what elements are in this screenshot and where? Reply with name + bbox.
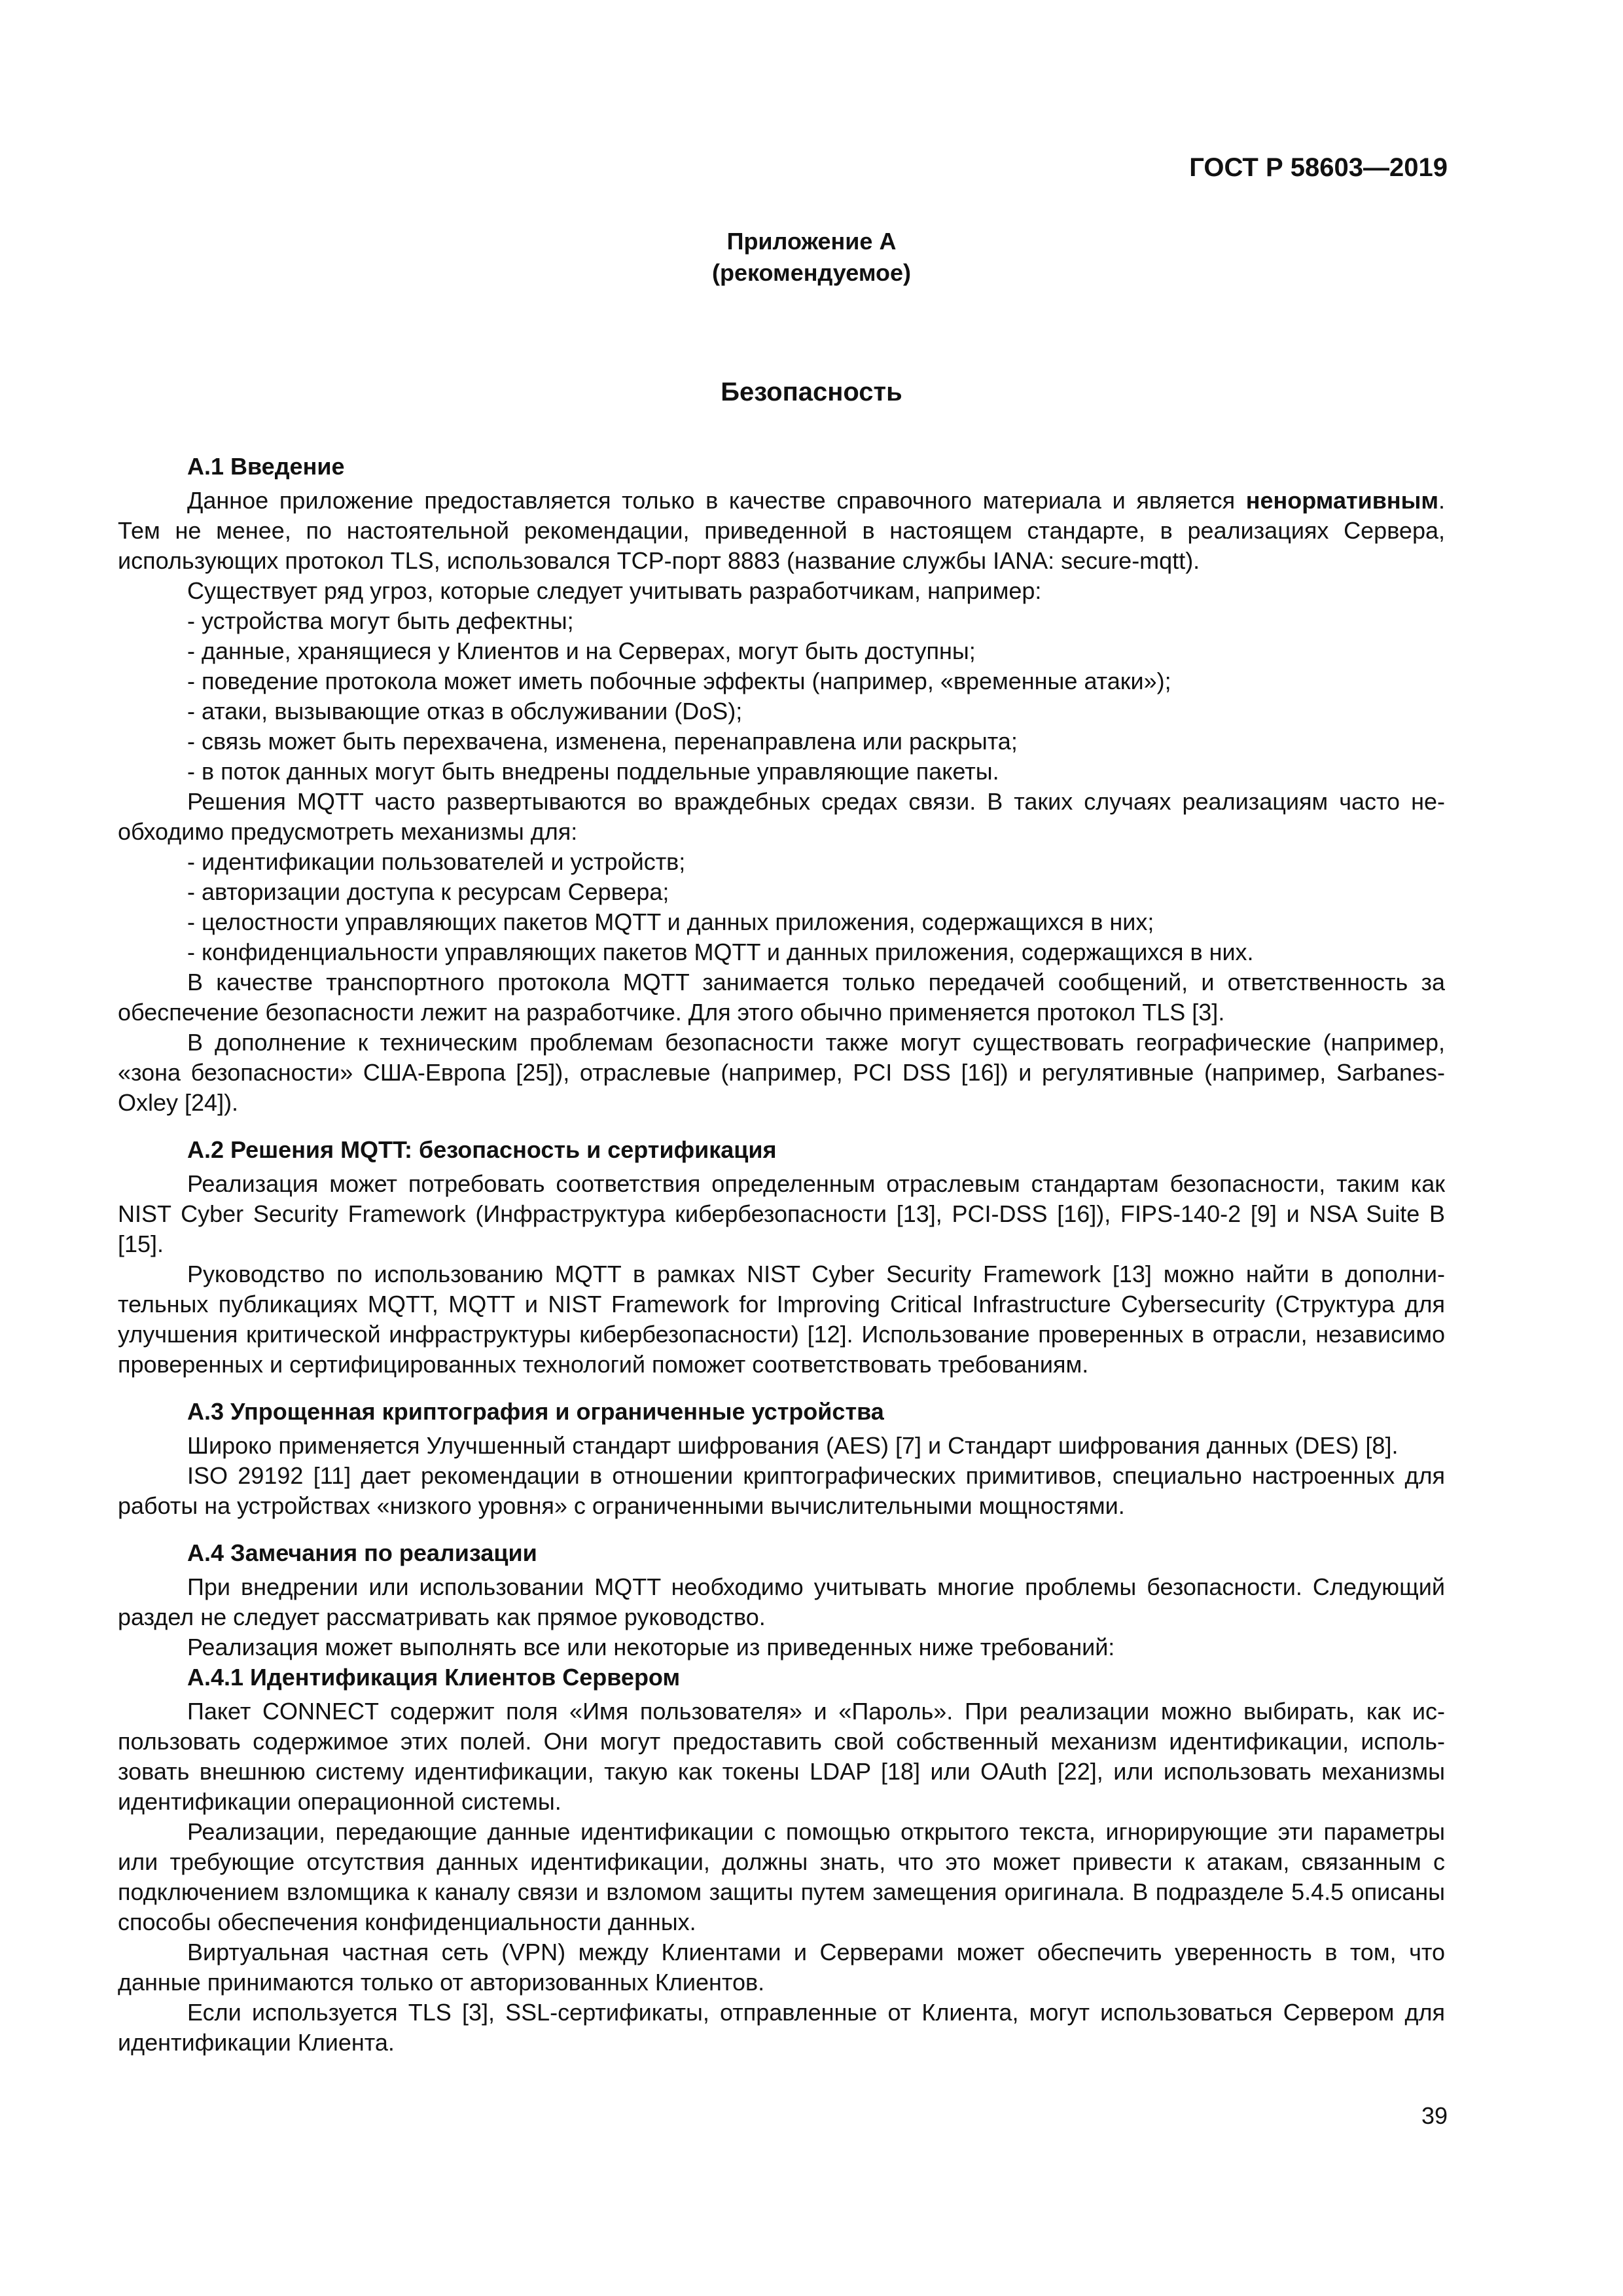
heading-a1: А.1 Введение [187,453,345,480]
list-item-threat: - устройства могут быть дефектны; [187,607,574,634]
text-run: Данное приложение предоставляется только в качестве справочного материала и является [187,487,1246,514]
heading-a3: А.3 Упрощенная криптография и ограниченные устройства [187,1398,884,1425]
paragraph-a4-2: Реализация может выполнять все или некоторые из приведенных ниже требований: [187,1634,1115,1660]
paragraph-a1-5: В дополнение к техническим проблемам безопасности также могут существовать географические (например, «зона безопасности» США-Европа [25]), отраслевые (например, PCI DSS [16]) и регулятивные (например, Sarbanes-Oxley [24]). [118,1029,1445,1116]
paragraph-a4-1: При внедрении или использовании MQTT необходимо учитывать многие проблемы безопасности. Следующий раздел не следует рассматривать как прямое руководство. [118,1573,1445,1630]
list-item-threat: - в поток данных могут быть внедрены поддельные управляющие пакеты. [187,758,999,785]
document-code-header: ГОСТ Р 58603—2019 [1189,153,1448,182]
list-item-threat: - связь может быть перехвачена, изменена, перенаправлена или раскрыта; [187,728,1018,755]
heading-a2: А.2 Решения MQTT: безопасность и сертификация [187,1136,777,1163]
annex-title: Приложение А [726,228,897,255]
heading-a4: А.4 Замечания по реализации [187,1539,537,1566]
page-number: 39 [1421,2102,1448,2129]
heading-a4-1: А.4.1 Идентификация Клиентов Сервером [187,1664,681,1691]
paragraph-a1-1 [118,486,1445,576]
paragraph-a4-3: Пакет CONNECT содержит поля «Имя пользователя» и «Пароль». При реализации можно выбирать, как использовать содержимое этих полей. Они могут предоставить свой собственный механизм идентификации, использовать внешнюю систему идентификации, такую как токены LDAP [18] или OAuth [22], или использовать механизмы идентификации операционной системы. [118,1698,1445,1815]
document-body [118,452,1445,2058]
paragraph-a1-2: Существует ряд угроз, которые следует учитывать разработчикам, например: [187,577,1042,604]
list-item-mechanism: - авторизации доступа к ресурсам Сервера; [187,878,669,905]
section-title: Безопасность [721,378,902,406]
annex-status: (рекомендуемое) [712,259,911,286]
text-run: . Тем не менее, по настоятельной рекомендации, приведенной в настоящем стандарте, в реализациях Сервера, использующих протокол TLS, использовался TCP-порт 8883 (название службы IANA: secure-mqtt). [118,487,1445,574]
list-item-threat: - данные, хранящиеся у Клиентов и на Серверах, могут быть доступны; [187,637,976,664]
list-item-mechanism: - идентификации пользователей и устройств; [187,848,686,875]
paragraph-a4-4: Реализации, передающие данные идентификации с помощью открытого текста, игнорирующие эти параметры или требующие отсутствия данных идентификации, должны знать, что это может привести к атакам, связанным с подключением взломщика к каналу связи и взломом защиты путем замещения оригинала. В подразделе 5.4.5 описаны способы обеспечения конфиденциальности данных. [118,1818,1445,1935]
bold-run: ненормативным [1245,487,1438,514]
annex-label [0,226,1623,289]
paragraph-a3-1: Широко применяется Улучшенный стандарт шифрования (AES) [7] и Стандарт шифрования данных (DES) [8]. [187,1432,1399,1459]
list-item-threat: - поведение протокола может иметь побочные эффекты (например, «временные атаки»); [187,668,1171,694]
paragraph-a1-4: В качестве транспортного протокола MQTT занимается только передачей сообщений, и ответственность за обеспечение безопасности лежит на разработчике. Для этого обычно применяется протокол TLS [3]. [118,969,1445,1026]
list-item-threat: - атаки, вызывающие отказ в обслуживании (DoS); [187,698,743,725]
paragraph-a1-3: Решения MQTT часто развертываются во враждебных средах связи. В таких случаях реализациям часто необходимо предусмотреть механизмы для: [118,788,1445,845]
paragraph-a2-2: Руководство по использованию MQTT в рамках NIST Cyber Security Framework [13] можно найти в дополнительных публикациях MQTT, MQTT и NIST Framework for Improving Critical Infrastructure Cybersecurity (Структура для улучшения критической инфраструктуры кибербезопасности) [12]. Использование проверенных в отрасли, независимо проверенных и сертифицированных технологий поможет соответствовать требованиям. [118,1261,1445,1378]
list-item-mechanism: - конфиденциальности управляющих пакетов MQTT и данных приложения, содержащихся в них. [187,939,1254,965]
paragraph-a4-6: Если используется TLS [3], SSL-сертификаты, отправленные от Клиента, могут использоваться Сервером для идентификации Клиента. [118,1999,1445,2056]
list-item-mechanism: - целостности управляющих пакетов MQTT и данных приложения, содержащихся в них; [187,908,1154,935]
paragraph-a4-5: Виртуальная частная сеть (VPN) между Клиентами и Серверами может обеспечить уверенность в том, что данные принимаются только от авторизованных Клиентов. [118,1939,1445,1996]
paragraph-a2-1: Реализация может потребовать соответствия определенным отраслевым стандартам безопасности, таким как NIST Cyber Security Framework (Инфраструктура кибербезопасности [13], PCI-DSS [16]), FIPS-140-2 [9] и NSA Suite B [15]. [118,1170,1445,1257]
paragraph-a3-2: ISO 29192 [11] дает рекомендации в отношении криптографических примитивов, специально настроенных для работы на устройствах «низкого уровня» с ограниченными вычислительными мощностями. [118,1462,1445,1519]
